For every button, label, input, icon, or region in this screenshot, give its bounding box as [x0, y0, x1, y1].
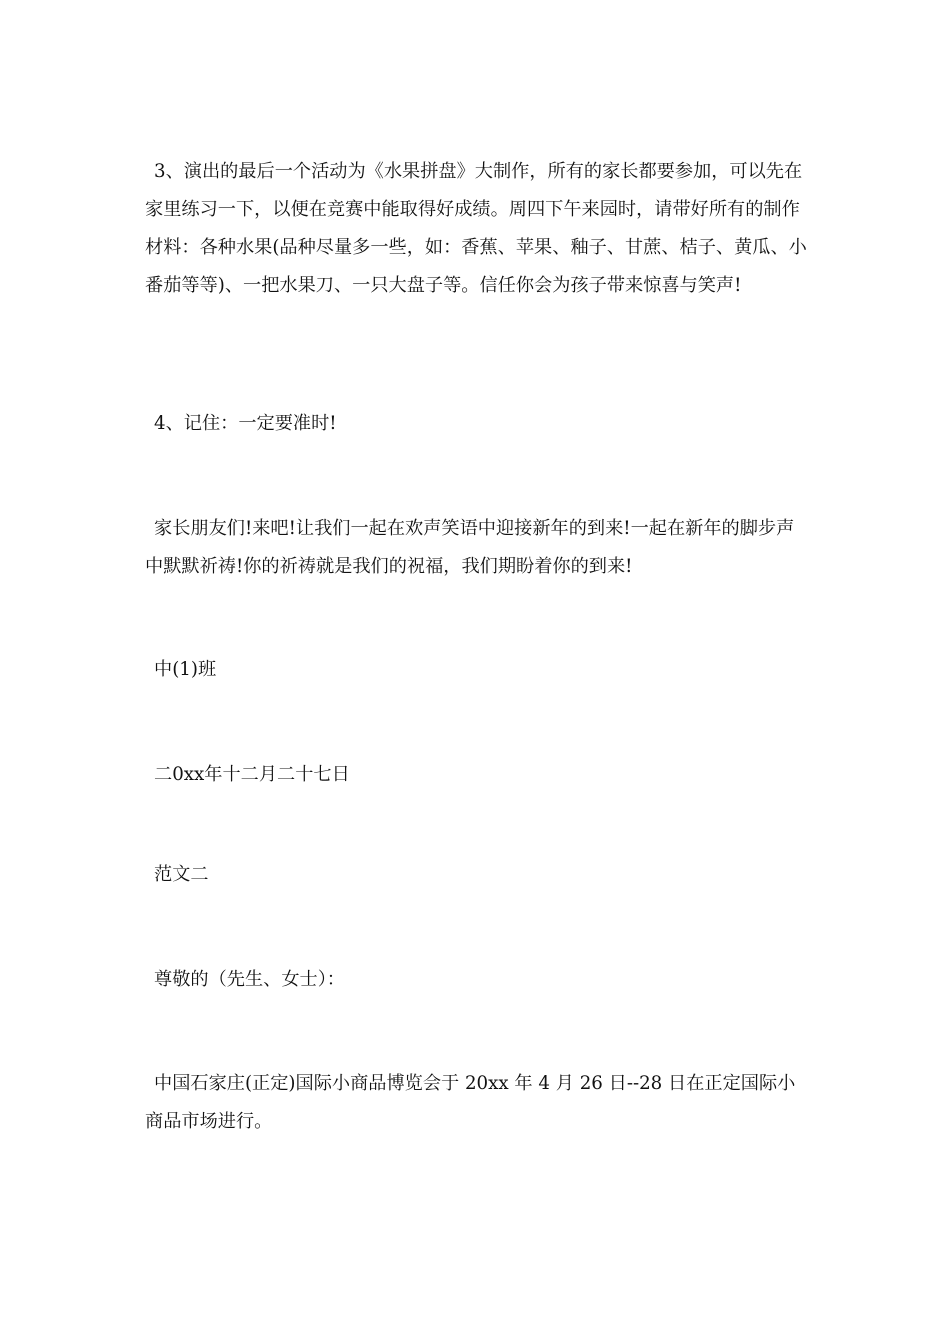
paragraph-fruit-platter-activity: 3、演出的最后一个活动为《水果拼盘》大制作，所有的家长都要参加，可以先在家里练习一下，以便在竞赛中能取得好成绩。周四下午来园时，请带好所有的制作材料：各种水果(品种尽量多一些，如：香蕉、苹果、釉子、甘蔗、桔子、黄瓜、小番茄等等)、一把水果刀、一只大盘子等。信任你会为孩子带来惊喜与笑声!	[145, 161, 807, 296]
signature-class-name: 中(1)班	[154, 659, 217, 680]
paragraph-expo-announcement: 中国石家庄(正定)国际小商品博览会于 20xx 年 4 月 26 日--28 日在正定国际小商品市场进行。	[145, 1073, 796, 1132]
paragraph-invitation-closing: 家长朋友们!来吧!让我们一起在欢声笑语中迎接新年的到来!一起在新年的脚步声中默默祈祷!你的祈祷就是我们的祝福，我们期盼着你的到来!	[145, 518, 795, 577]
paragraph-be-on-time: 4、记住：一定要准时!	[154, 413, 337, 434]
section-heading-sample-two: 范文二	[154, 864, 209, 885]
signature-date: 二0xx年十二月二十七日	[154, 764, 350, 785]
salutation: 尊敬的（先生、女士）：	[154, 969, 345, 990]
